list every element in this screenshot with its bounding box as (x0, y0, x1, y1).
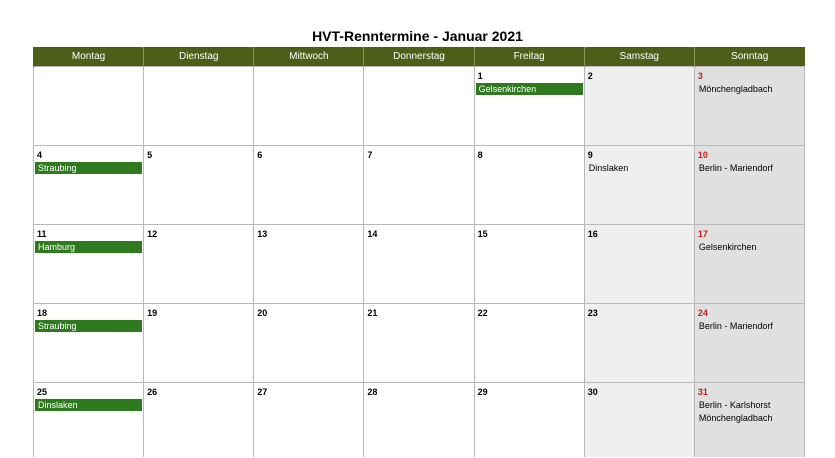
day-number: 10 (697, 150, 708, 160)
weekday-header-sunday: Sonntag (694, 47, 804, 67)
day-cell[interactable] (254, 225, 364, 304)
day-cell[interactable] (34, 383, 144, 458)
month-calendar (33, 47, 805, 457)
day-cell[interactable] (364, 146, 474, 225)
day-cell[interactable] (474, 146, 584, 225)
day-cell[interactable] (584, 304, 694, 383)
day-number: 24 (697, 308, 708, 318)
calendar-week-row (34, 383, 805, 458)
day-number: 26 (147, 387, 158, 397)
day-number: 5 (147, 150, 153, 160)
race-event-label[interactable]: Mönchengladbach (698, 84, 773, 94)
day-cell[interactable] (144, 304, 254, 383)
day-cell[interactable] (694, 146, 804, 225)
day-number: 3 (697, 71, 703, 81)
day-cell[interactable] (694, 304, 804, 383)
day-number: 8 (477, 150, 483, 160)
race-event-label[interactable]: Berlin - Karlshorst (698, 400, 771, 410)
calendar-title: HVT-Renntermine - Januar 2021 (312, 28, 523, 44)
race-event-bar[interactable]: Straubing (35, 320, 142, 332)
day-cell[interactable] (364, 67, 474, 146)
day-cell[interactable] (34, 225, 144, 304)
day-number: 25 (37, 387, 48, 397)
weekday-header-thursday: Donnerstag (364, 47, 474, 67)
day-number: 18 (37, 308, 48, 318)
day-number: 31 (697, 387, 708, 397)
day-cell[interactable] (144, 146, 254, 225)
day-cell[interactable] (34, 304, 144, 383)
race-event-label[interactable]: Gelsenkirchen (698, 242, 757, 252)
race-event-bar[interactable]: Straubing (35, 162, 142, 174)
day-cell[interactable] (474, 304, 584, 383)
day-cell[interactable] (254, 304, 364, 383)
calendar-week-row (34, 67, 805, 146)
weekday-header-monday: Montag (34, 47, 144, 67)
day-cell[interactable] (254, 146, 364, 225)
weekday-header-tuesday: Dienstag (144, 47, 254, 67)
day-cell[interactable] (694, 383, 804, 458)
day-cell[interactable] (34, 146, 144, 225)
day-number: 23 (587, 308, 598, 318)
day-number: 27 (257, 387, 268, 397)
day-number: 12 (147, 229, 158, 239)
day-number: 6 (257, 150, 263, 160)
day-cell[interactable] (364, 304, 474, 383)
day-number: 15 (477, 229, 488, 239)
day-cell[interactable] (584, 383, 694, 458)
weekday-header-saturday: Samstag (584, 47, 694, 67)
day-number: 1 (477, 71, 483, 81)
day-number: 9 (587, 150, 593, 160)
weekday-header-row (34, 47, 805, 67)
race-event-bar[interactable]: Gelsenkirchen (476, 83, 583, 95)
day-number: 30 (587, 387, 598, 397)
day-cell[interactable] (144, 225, 254, 304)
race-event-bar[interactable]: Dinslaken (35, 399, 142, 411)
day-number (364, 67, 473, 82)
day-number: 4 (37, 150, 43, 160)
day-cell[interactable] (474, 383, 584, 458)
day-number (254, 67, 363, 82)
day-number: 14 (367, 229, 378, 239)
weekday-header-friday: Freitag (474, 47, 584, 67)
day-cell[interactable] (474, 67, 584, 146)
day-cell[interactable] (694, 225, 804, 304)
day-number: 7 (367, 150, 373, 160)
day-cell[interactable] (144, 383, 254, 458)
day-number: 17 (697, 229, 708, 239)
race-event-label[interactable]: Berlin - Mariendorf (698, 321, 773, 331)
day-number: 20 (257, 308, 268, 318)
calendar-body (34, 67, 805, 458)
weekday-header-wednesday: Mittwoch (254, 47, 364, 67)
race-event-label[interactable]: Mönchengladbach (698, 413, 773, 423)
day-number: 28 (367, 387, 378, 397)
race-event-bar[interactable]: Hamburg (35, 241, 142, 253)
calendar-week-row (34, 225, 805, 304)
day-number: 22 (477, 308, 488, 318)
day-number: 29 (477, 387, 488, 397)
day-number: 11 (37, 229, 47, 239)
day-cell[interactable] (584, 225, 694, 304)
day-cell[interactable] (584, 67, 694, 146)
day-cell[interactable] (364, 225, 474, 304)
day-number: 19 (147, 308, 158, 318)
day-number: 21 (367, 308, 378, 318)
day-number (144, 67, 253, 82)
calendar-week-row (34, 304, 805, 383)
race-event-label[interactable]: Berlin - Mariendorf (698, 163, 773, 173)
calendar-week-row (34, 146, 805, 225)
day-cell[interactable] (144, 67, 254, 146)
day-cell[interactable] (584, 146, 694, 225)
day-cell[interactable] (254, 67, 364, 146)
day-number: 13 (257, 229, 268, 239)
day-cell[interactable] (34, 67, 144, 146)
day-number: 2 (587, 71, 593, 81)
day-cell[interactable] (254, 383, 364, 458)
race-event-label[interactable]: Dinslaken (588, 163, 629, 173)
day-cell[interactable] (364, 383, 474, 458)
day-cell[interactable] (694, 67, 804, 146)
day-number: 16 (587, 229, 598, 239)
day-number (34, 67, 143, 82)
day-cell[interactable] (474, 225, 584, 304)
